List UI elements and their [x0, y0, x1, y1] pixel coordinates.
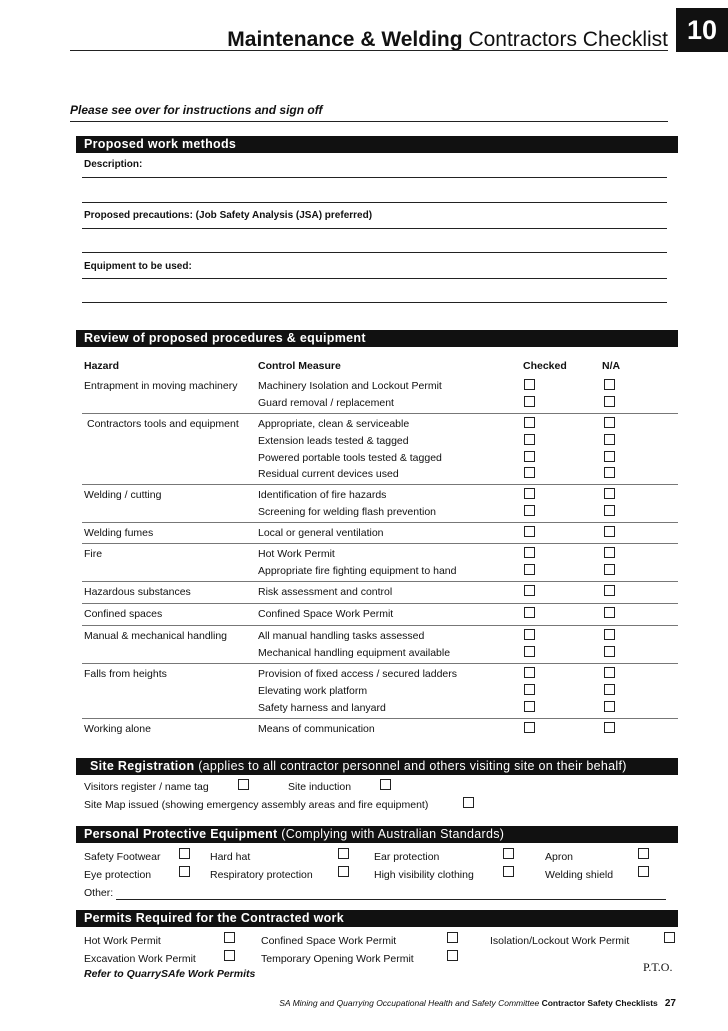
- precautions-label: Proposed precautions: (Job Safety Analysis (JSA) preferred): [84, 210, 373, 221]
- row-separator: [82, 625, 678, 626]
- na-checkbox[interactable]: [604, 629, 615, 640]
- na-checkbox[interactable]: [604, 488, 615, 499]
- na-checkbox[interactable]: [604, 722, 615, 733]
- control-measure-cell: Risk assessment and control: [258, 586, 393, 598]
- col-checked: Checked: [523, 360, 567, 372]
- checked-checkbox[interactable]: [524, 667, 535, 678]
- checked-checkbox[interactable]: [524, 629, 535, 640]
- checked-checkbox[interactable]: [524, 547, 535, 558]
- section-proposed-methods: Proposed work methods: [76, 136, 678, 153]
- na-checkbox[interactable]: [604, 434, 615, 445]
- row-separator: [82, 663, 678, 664]
- hazard-cell: Hazardous substances: [84, 586, 191, 598]
- checked-checkbox[interactable]: [524, 564, 535, 575]
- title-bold: Maintenance & Welding: [227, 28, 463, 51]
- permit-label: Hot Work Permit: [84, 935, 161, 947]
- na-checkbox[interactable]: [604, 526, 615, 537]
- control-measure-cell: Appropriate, clean & serviceable: [258, 418, 410, 430]
- col-na: N/A: [602, 360, 621, 372]
- na-checkbox[interactable]: [604, 667, 615, 678]
- checked-checkbox[interactable]: [524, 417, 535, 428]
- control-measure-cell: Safety harness and lanyard: [258, 701, 386, 714]
- equipment-label: Equipment to be used:: [84, 261, 192, 272]
- row-separator: [82, 543, 678, 544]
- control-measure-cell: Local or general ventilation: [258, 527, 384, 539]
- checked-checkbox[interactable]: [524, 607, 535, 618]
- hazard-cell: Entrapment in moving machinery: [84, 380, 238, 392]
- visitors-register-checkbox[interactable]: [238, 779, 249, 790]
- ppe-label: Respiratory protection: [210, 869, 313, 881]
- ppe-checkbox[interactable]: [179, 848, 190, 859]
- ppe-label: Ear protection: [374, 851, 440, 863]
- site-induction-label: Site induction: [288, 781, 352, 793]
- row-separator: [82, 413, 678, 414]
- control-measure-cell: Hot Work Permit: [258, 548, 335, 560]
- ppe-checkbox[interactable]: [503, 866, 514, 877]
- description-line[interactable]: [82, 202, 667, 203]
- hazard-cell: Confined spaces: [84, 608, 163, 620]
- hazard-cell: Contractors tools and equipment: [87, 418, 239, 430]
- visitors-register-label: Visitors register / name tag: [84, 781, 209, 793]
- control-measure-cell: Powered portable tools tested & tagged: [258, 451, 442, 464]
- permit-checkbox[interactable]: [447, 950, 458, 961]
- control-measure-cell: All manual handling tasks assessed: [258, 630, 425, 642]
- control-measure-cell: Elevating work platform: [258, 684, 368, 697]
- footer: [0, 998, 676, 1009]
- control-measure-cell: Confined Space Work Permit: [258, 608, 394, 620]
- control-measure-cell: Screening for welding flash prevention: [258, 505, 437, 518]
- section-review: Review of proposed procedures & equipment: [76, 330, 678, 347]
- ppe-checkbox[interactable]: [179, 866, 190, 877]
- na-checkbox[interactable]: [604, 396, 615, 407]
- site-induction-checkbox[interactable]: [380, 779, 391, 790]
- ppe-label: Welding shield: [545, 869, 614, 881]
- na-checkbox[interactable]: [604, 607, 615, 618]
- col-hazard: Hazard: [84, 360, 120, 372]
- pto-note: P.T.O.: [643, 960, 673, 974]
- ppe-label: Hard hat: [210, 851, 251, 863]
- checked-checkbox[interactable]: [524, 585, 535, 596]
- description-line[interactable]: [82, 177, 667, 178]
- ppe-label: Safety Footwear: [84, 851, 161, 863]
- control-measure-cell: Identification of fire hazards: [258, 489, 387, 501]
- na-checkbox[interactable]: [604, 646, 615, 657]
- control-measure-cell: Provision of fixed access / secured ladders: [258, 668, 458, 680]
- hazard-cell: Welding fumes: [84, 527, 154, 539]
- row-separator: [82, 718, 678, 719]
- site-map-checkbox[interactable]: [463, 797, 474, 808]
- permit-checkbox[interactable]: [224, 950, 235, 961]
- title-rest: Contractors Checklist: [468, 28, 668, 51]
- section-permits: Permits Required for the Contracted work: [76, 910, 678, 927]
- row-separator: [82, 522, 678, 523]
- na-checkbox[interactable]: [604, 505, 615, 516]
- hazard-cell: Welding / cutting: [84, 489, 162, 501]
- control-measure-cell: Residual current devices used: [258, 468, 399, 481]
- checked-checkbox[interactable]: [524, 505, 535, 516]
- hazard-cell: Fire: [84, 548, 103, 560]
- hazard-cell: Falls from heights: [84, 668, 167, 680]
- footer-doc: Contractor Safety Checklists: [541, 998, 658, 1008]
- precautions-line[interactable]: [82, 252, 667, 253]
- na-checkbox[interactable]: [604, 564, 615, 575]
- checked-checkbox[interactable]: [524, 701, 535, 712]
- na-checkbox[interactable]: [604, 417, 615, 428]
- permit-checkbox[interactable]: [664, 932, 675, 943]
- ppe-checkbox[interactable]: [503, 848, 514, 859]
- ppe-label: Apron: [545, 851, 574, 863]
- ppe-title: Personal Protective Equipment: [84, 827, 278, 841]
- hazard-cell: Manual & mechanical handling: [84, 630, 228, 642]
- intro-divider: [70, 121, 668, 122]
- control-measure-cell: Extension leads tested & tagged: [258, 434, 409, 447]
- footer-committee: SA Mining and Quarrying Occupational Health and Safety Committee: [279, 998, 540, 1008]
- refer-permits-note: Refer to QuarrySAfe Work Permits: [84, 968, 256, 980]
- checked-checkbox[interactable]: [524, 379, 535, 390]
- na-checkbox[interactable]: [604, 547, 615, 558]
- control-measure-cell: Mechanical handling equipment available: [258, 646, 451, 659]
- ppe-checkbox[interactable]: [338, 848, 349, 859]
- checked-checkbox[interactable]: [524, 451, 535, 462]
- permit-checkbox[interactable]: [447, 932, 458, 943]
- na-checkbox[interactable]: [604, 684, 615, 695]
- site-subtitle: (applies to all contractor personnel and others visiting site on their behalf): [198, 759, 627, 773]
- intro-text: Please see over for instructions and sign off: [70, 103, 323, 117]
- na-checkbox[interactable]: [604, 451, 615, 462]
- ppe-other-line[interactable]: [116, 899, 666, 900]
- ppe-other-label: Other:: [84, 887, 114, 899]
- title-divider: [70, 50, 668, 51]
- checked-checkbox[interactable]: [524, 646, 535, 657]
- checked-checkbox[interactable]: [524, 722, 535, 733]
- hazard-cell: Working alone: [84, 723, 151, 735]
- checked-checkbox[interactable]: [524, 526, 535, 537]
- description-label: Description:: [84, 159, 143, 170]
- checked-checkbox[interactable]: [524, 467, 535, 478]
- section-ppe: [76, 826, 678, 843]
- col-control-measure: Control Measure: [258, 360, 341, 372]
- permit-label: Confined Space Work Permit: [261, 935, 397, 947]
- control-measure-cell: Means of communication: [258, 723, 375, 735]
- row-separator: [82, 603, 678, 604]
- na-checkbox[interactable]: [604, 701, 615, 712]
- control-measure-cell: Appropriate fire fighting equipment to hand: [258, 564, 457, 577]
- precautions-line[interactable]: [82, 228, 667, 229]
- control-measure-cell: Guard removal / replacement: [258, 396, 394, 409]
- control-measure-cell: Machinery Isolation and Lockout Permit: [258, 380, 442, 392]
- ppe-label: Eye protection: [84, 869, 152, 881]
- na-checkbox[interactable]: [604, 467, 615, 478]
- na-checkbox[interactable]: [604, 585, 615, 596]
- permit-checkbox[interactable]: [224, 932, 235, 943]
- site-title: Site Registration: [90, 759, 195, 773]
- page-title: [0, 28, 668, 52]
- permit-label: Temporary Opening Work Permit: [261, 953, 414, 965]
- ppe-checkbox[interactable]: [638, 848, 649, 859]
- ppe-checkbox[interactable]: [638, 866, 649, 877]
- section-site-registration: [76, 758, 678, 775]
- checked-checkbox[interactable]: [524, 488, 535, 499]
- row-separator: [82, 581, 678, 582]
- checklist-number-badge: 10: [676, 8, 728, 52]
- permit-label: Excavation Work Permit: [84, 953, 196, 965]
- equipment-line[interactable]: [82, 302, 667, 303]
- ppe-checkbox[interactable]: [338, 866, 349, 877]
- site-map-label: Site Map issued (showing emergency assembly areas and fire equipment): [84, 799, 429, 811]
- permit-label: Isolation/Lockout Work Permit: [490, 935, 630, 947]
- page-number: 27: [664, 998, 676, 1009]
- checked-checkbox[interactable]: [524, 684, 535, 695]
- ppe-subtitle: (Complying with Australian Standards): [281, 827, 505, 841]
- ppe-label: High visibility clothing: [374, 869, 474, 881]
- equipment-line[interactable]: [82, 278, 667, 279]
- checked-checkbox[interactable]: [524, 396, 535, 407]
- checked-checkbox[interactable]: [524, 434, 535, 445]
- row-separator: [82, 484, 678, 485]
- na-checkbox[interactable]: [604, 379, 615, 390]
